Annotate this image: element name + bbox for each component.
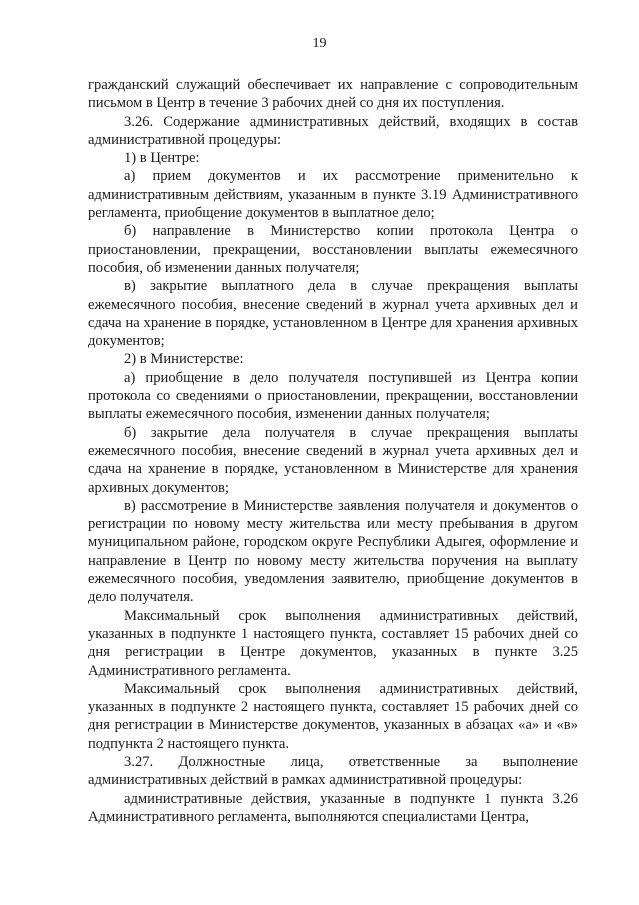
- paragraph-center-heading: 1) в Центре:: [124, 150, 200, 167]
- paragraph-center-c: в) закрытие выплатного дела в случае прекращения выплаты ежемесячного пособия, внесение сведений в журнал учета архивных дел и сдача на хранение в порядке, установленном в Центре для хранения архивных документов;: [88, 278, 578, 350]
- paragraph-3-26-heading: 3.26. Содержание административных действий, входящих в состав административной процедуры:: [88, 113, 578, 148]
- paragraph-deadline-2: Максимальный срок выполнения административных действий, указанных в подпункте 2 настоящего пункта, составляет 15 рабочих дней со дня регистрации в Министерстве документов, указанных в абзацах «а» и «в» подпункта 2 настоящего пункта.: [88, 680, 578, 752]
- paragraph-ministry-c: в) рассмотрение в Министерстве заявления получателя и документов о регистрации по новому месту жительства или месту пребывания в другом муниципальном районе, городском округе Республики Адыгея, оформление и направление в Центр по новому месту жительства поручения на выплату ежемесячного пособия, уведомления заявителю, приобщение документов в дело получателя.: [88, 497, 578, 606]
- paragraph-center-b: б) направление в Министерство копии протокола Центра о приостановлении, прекращении, восстановлении выплаты ежемесячного пособия, об изменении данных получателя;: [88, 223, 578, 276]
- paragraph-center-a: а) прием документов и их рассмотрение применительно к административным действиям, указанным в пункте 3.19 Административного регламента, приобщение документов в выплатное дело;: [88, 168, 578, 222]
- paragraph-ministry-a: а) приобщение в дело получателя поступившей из Центра копии протокола со сведениями о приостановлении, прекращении, восстановлении выплаты ежемесячного пособия, изменении данных получателя;: [88, 369, 578, 423]
- page-number: 19: [312, 36, 327, 51]
- paragraph-ministry-b: б) закрытие дела получателя в случае прекращения выплаты ежемесячного пособия, внесение сведений в журнал учета архивных дел и сдача на хранение в порядке, установленном в Министерстве для хранения архивных документов;: [88, 424, 578, 496]
- paragraph-3-27-text: административные действия, указанные в подпункте 1 пункта 3.26 Административного регламента, выполняются специалистами Центра,: [88, 790, 578, 825]
- document-body: [88, 76, 578, 826]
- paragraph-continuation: гражданский служащий обеспечивает их направление с сопроводительным письмом в Центр в течение 3 рабочих дней со дня их поступления.: [88, 77, 578, 112]
- paragraph-deadline-1: Максимальный срок выполнения административных действий, указанных в подпункте 1 настоящего пункта, составляет 15 рабочих дней со дня регистрации в Центре документов, указанных в пункте 3.25 Административного регламента.: [88, 607, 578, 679]
- paragraph-3-27-heading: 3.27. Должностные лица, ответственные за выполнение административных действий в рамках административной процедуры:: [88, 753, 578, 789]
- paragraph-ministry-heading: 2) в Министерстве:: [124, 351, 244, 368]
